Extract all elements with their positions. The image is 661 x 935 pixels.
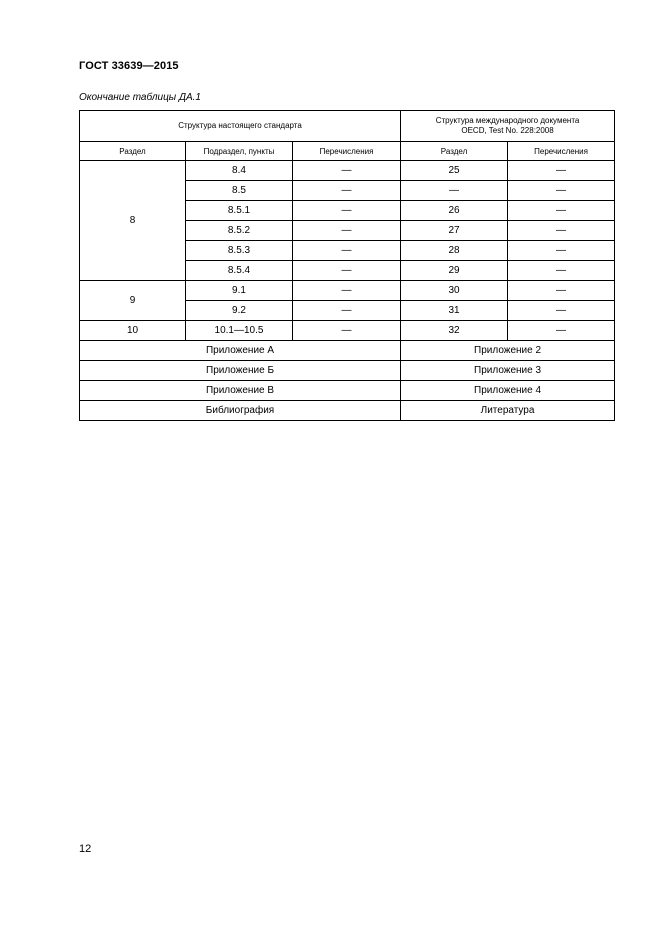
table-row: [80, 321, 615, 341]
enumeration-cell: —: [293, 221, 401, 241]
enumeration-cell: —: [293, 161, 401, 181]
intl-enumeration-cell: —: [508, 301, 615, 321]
table-row: [80, 161, 615, 181]
national-appendix-cell: Приложение А: [80, 341, 401, 361]
column-header-intl-enumeration: Перечисления: [508, 142, 615, 161]
page-number: 12: [79, 843, 92, 855]
document-id: ГОСТ 33639—2015: [79, 60, 179, 72]
subsection-cell: 10.1—10.5: [186, 321, 293, 341]
column-header-row: [80, 142, 615, 161]
enumeration-cell: —: [293, 181, 401, 201]
intl-enumeration-cell: —: [508, 261, 615, 281]
enumeration-cell: —: [293, 241, 401, 261]
column-header-subsection: Подраздел, пункты: [186, 142, 293, 161]
section-cell: 8: [80, 161, 186, 281]
intl-enumeration-cell: —: [508, 241, 615, 261]
intl-section-cell: 27: [401, 221, 508, 241]
international-header-line1: Структура международного документа: [435, 116, 580, 125]
subsection-cell: 8.5.4: [186, 261, 293, 281]
intl-enumeration-cell: —: [508, 221, 615, 241]
column-header-section: Раздел: [80, 142, 186, 161]
international-appendix-cell: Приложение 4: [401, 381, 615, 401]
enumeration-cell: —: [293, 201, 401, 221]
appendix-row: [80, 341, 615, 361]
intl-enumeration-cell: —: [508, 181, 615, 201]
intl-section-cell: 31: [401, 301, 508, 321]
table-row: [80, 281, 615, 301]
column-header-enumeration: Перечисления: [293, 142, 401, 161]
intl-section-cell: 32: [401, 321, 508, 341]
subsection-cell: 9.2: [186, 301, 293, 321]
international-header-line2: OECD, Test No. 228:2008: [461, 126, 554, 135]
intl-section-cell: 26: [401, 201, 508, 221]
national-bibliography-cell: Библиография: [80, 401, 401, 421]
section-cell: 10: [80, 321, 186, 341]
intl-section-cell: 30: [401, 281, 508, 301]
international-appendix-cell: Приложение 2: [401, 341, 615, 361]
intl-section-cell: 29: [401, 261, 508, 281]
international-structure-header: [401, 111, 615, 142]
section-cell: 9: [80, 281, 186, 321]
international-bibliography-cell: Литература: [401, 401, 615, 421]
enumeration-cell: —: [293, 281, 401, 301]
subsection-cell: 8.5.2: [186, 221, 293, 241]
enumeration-cell: —: [293, 321, 401, 341]
group-header-row: [80, 111, 615, 142]
structure-comparison-table: [79, 110, 615, 421]
international-appendix-cell: Приложение 3: [401, 361, 615, 381]
national-appendix-cell: Приложение В: [80, 381, 401, 401]
national-appendix-cell: Приложение Б: [80, 361, 401, 381]
intl-enumeration-cell: —: [508, 281, 615, 301]
intl-enumeration-cell: —: [508, 201, 615, 221]
appendix-row: [80, 381, 615, 401]
intl-section-cell: —: [401, 181, 508, 201]
enumeration-cell: —: [293, 301, 401, 321]
appendix-row: [80, 401, 615, 421]
intl-section-cell: 28: [401, 241, 508, 261]
intl-enumeration-cell: —: [508, 161, 615, 181]
intl-section-cell: 25: [401, 161, 508, 181]
subsection-cell: 8.5.3: [186, 241, 293, 261]
subsection-cell: 8.5.1: [186, 201, 293, 221]
table-caption: Окончание таблицы ДА.1: [79, 92, 201, 103]
subsection-cell: 8.5: [186, 181, 293, 201]
intl-enumeration-cell: —: [508, 321, 615, 341]
column-header-intl-section: Раздел: [401, 142, 508, 161]
appendix-row: [80, 361, 615, 381]
enumeration-cell: —: [293, 261, 401, 281]
subsection-cell: 8.4: [186, 161, 293, 181]
subsection-cell: 9.1: [186, 281, 293, 301]
national-structure-header: Структура настоящего стандарта: [80, 111, 401, 142]
